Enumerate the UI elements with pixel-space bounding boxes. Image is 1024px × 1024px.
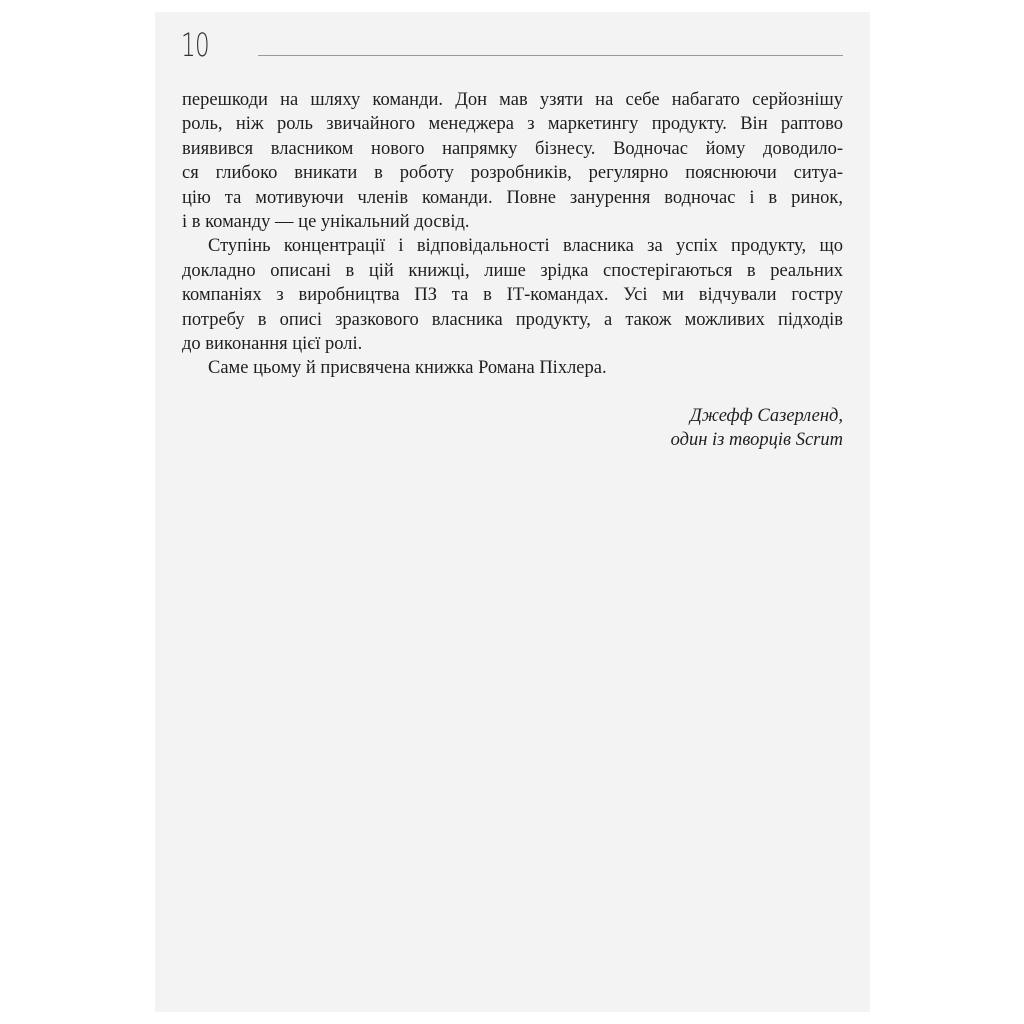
book-page (155, 12, 870, 1012)
header-rule (258, 55, 843, 56)
text-line: ся глибоко вникати в роботу розробників, регулярно пояснюючи ситуа- (182, 163, 843, 184)
text-line: Ступінь концентрації і відповідальності власника за успіх продукту, що (208, 236, 843, 257)
text-line: і в команду — це унікальний досвід. (182, 211, 470, 232)
text-line: роль, ніж роль звичайного менеджера з маркетингу продукту. Він раптово (182, 114, 843, 135)
page-number: 10 (181, 26, 209, 64)
text-line: потребу в описі зразкового власника продукту, а також можливих підходів (182, 309, 843, 330)
paragraph-1 (182, 88, 843, 234)
text-line: до виконання цієї ролі. (182, 333, 363, 354)
text-line: Саме цьому й присвячена книжка Романа Піхлера. (208, 358, 607, 379)
text-line: виявився власником нового напрямку бізнесу. Водночас йому доводило- (182, 138, 843, 159)
page-body (182, 88, 843, 452)
signature (182, 404, 843, 453)
text-line: докладно описані в цій книжці, лише зрідка спостерігаються в реальних (182, 260, 843, 281)
paragraph-2 (182, 234, 843, 356)
paragraph-3 (182, 356, 843, 380)
text-line: компаніях з виробництва ПЗ та в ІТ-командах. Усі ми відчували гостру (182, 285, 843, 306)
text-line: цію та мотивуючи членів команди. Повне занурення водночас і в ринок, (182, 187, 843, 208)
signature-title: один із творців Scrum (670, 430, 843, 451)
text-line: перешкоди на шляху команди. Дон мав узяти на себе набагато серйознішу (182, 90, 843, 110)
signature-name: Джефф Сазерленд, (690, 405, 843, 426)
